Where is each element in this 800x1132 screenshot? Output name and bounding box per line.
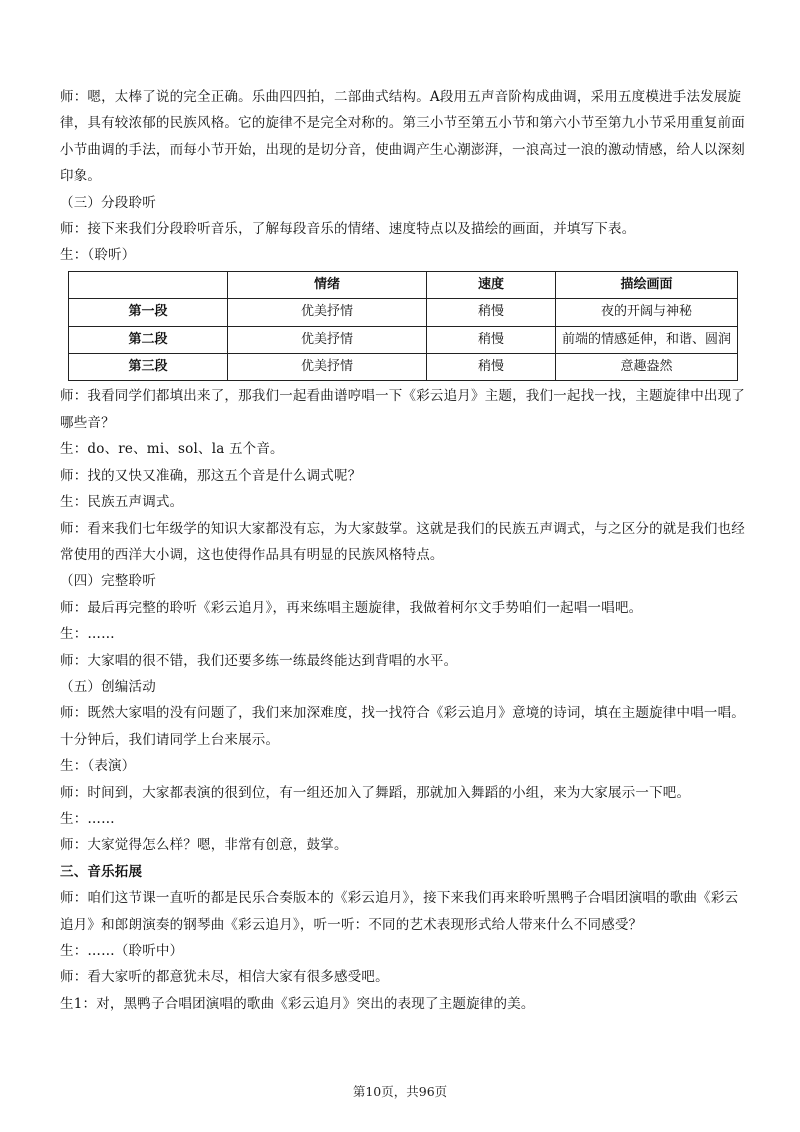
table-row [69, 354, 738, 381]
segment-table [68, 271, 738, 382]
table-cell: 优美抒情 [228, 299, 427, 326]
table-cell: 稍慢 [427, 354, 556, 381]
paragraph-dialogue: 师：我看同学们都填出来了，那我们一起看曲谱哼唱一下《彩云追月》主题，我们一起找一找，主题旋律中出现了哪些音？ [60, 388, 745, 431]
paragraph-dialogue: 生：（表演） [60, 758, 136, 775]
paragraph-dialogue: 师：最后再完整的聆听《彩云追月》，再来练唱主题旋律，我做着柯尔文手势咱们一起唱一唱吧。 [60, 599, 643, 616]
table-cell: 第三段 [69, 354, 228, 381]
paragraph-dialogue: 师：大家觉得怎么样？嗯，非常有创意，鼓掌。 [60, 837, 348, 854]
paragraph-dialogue: 师：找的又快又准确，那这五个音是什么调式呢？ [60, 467, 362, 484]
table-cell: 优美抒情 [228, 354, 427, 381]
paragraph-segment-instruction: 师：接下来我们分段聆听音乐，了解每段音乐的情绪、速度特点以及描绘的画面，并填写下表。 [60, 221, 636, 238]
paragraph-dialogue: 师：时间到，大家都表演的很到位，有一组还加入了舞蹈，那就加入舞蹈的小组，来为大家展示一下吧。 [60, 784, 691, 801]
table-cell: 第一段 [69, 299, 228, 326]
paragraph-dialogue: 生：民族五声调式。 [60, 494, 184, 511]
page-number-footer: 第10页，共96页 [352, 1084, 448, 1099]
table-cell: 第二段 [69, 326, 228, 353]
table-cell: 意趣盎然 [556, 354, 738, 381]
paragraph-dialogue: 生1：对，黑鸭子合唱团演唱的歌曲《彩云追月》突出的表现了主题旋律的美。 [60, 995, 535, 1012]
table-cell: 夜的开阔与神秘 [556, 299, 738, 326]
paragraph-dialogue: 师：看大家听的都意犹未尽，相信大家有很多感受吧。 [60, 969, 389, 986]
paragraph-dialogue: 生：…… [60, 810, 115, 827]
paragraph-dialogue: 生：……（聆听中） [60, 943, 184, 959]
table-row [69, 326, 738, 353]
subheading-segment-listening: （三）分段聆听 [60, 194, 156, 211]
table-row [69, 299, 738, 326]
table-cell: 前端的情感延伸，和谐、圆润 [556, 326, 738, 353]
paragraph-dialogue: 师：咱们这节课一直听的都是民乐合奏版本的《彩云追月》，接下来我们再来聆听黑鸭子合唱团演唱的歌曲《彩云追月》和郎朗演奏的钢琴曲《彩云追月》，听一听：不同的艺术表现形式给人带来什么不同感受？ [60, 890, 739, 933]
paragraph-dialogue: 师：既然大家唱的没有问题了，我们来加深难度，找一找符合《彩云追月》意境的诗词，填在主题旋律中唱一唱。十分钟后，我们请同学上台来展示。 [60, 705, 745, 748]
paragraph-student-listening: 生：（聆听） [60, 247, 136, 264]
paragraph-dialogue: 生：…… [60, 626, 115, 643]
subheading-creative-activity: （五）创编活动 [60, 678, 156, 695]
paragraph-dialogue: 生：do、re、mi、sol、la 五个音。 [60, 441, 284, 458]
table-header-row [69, 271, 738, 298]
table-header-cell: 情绪 [228, 271, 427, 298]
paragraph-analysis: 师：嗯，太棒了说的完全正确。乐曲四四拍，二部曲式结构。A段用五声音阶构成曲调，采用五度模进手法发展旋律，具有较浓郁的民族风格。它的旋律不是完全对称的。第三小节至第五小节和第六小节至第九小节采用重复前面小节曲调的手法，而每小节开始，出现的是切分音，使曲调产生心潮澎湃，一浪高过一浪的激动情感，给人以深刻印象。 [60, 89, 745, 185]
table-header-cell: 描绘画面 [556, 271, 738, 298]
table-cell: 稍慢 [427, 299, 556, 326]
document-body [60, 84, 750, 1017]
paragraph-dialogue: 师：看来我们七年级学的知识大家都没有忘，为大家鼓掌。这就是我们的民族五声调式，与之区分的就是我们也经常使用的西洋大小调，这也使得作品具有明显的民族风格特点。 [60, 520, 745, 563]
table-cell: 稍慢 [427, 326, 556, 353]
table-header-cell: 速度 [427, 271, 556, 298]
table-header-cell [69, 271, 228, 298]
subheading-full-listening: （四）完整聆听 [60, 573, 156, 590]
paragraph-dialogue: 师：大家唱的很不错，我们还要多练一练最终能达到背唱的水平。 [60, 652, 458, 669]
table-cell: 优美抒情 [228, 326, 427, 353]
section-heading-music-extension: 三、音乐拓展 [60, 863, 143, 880]
